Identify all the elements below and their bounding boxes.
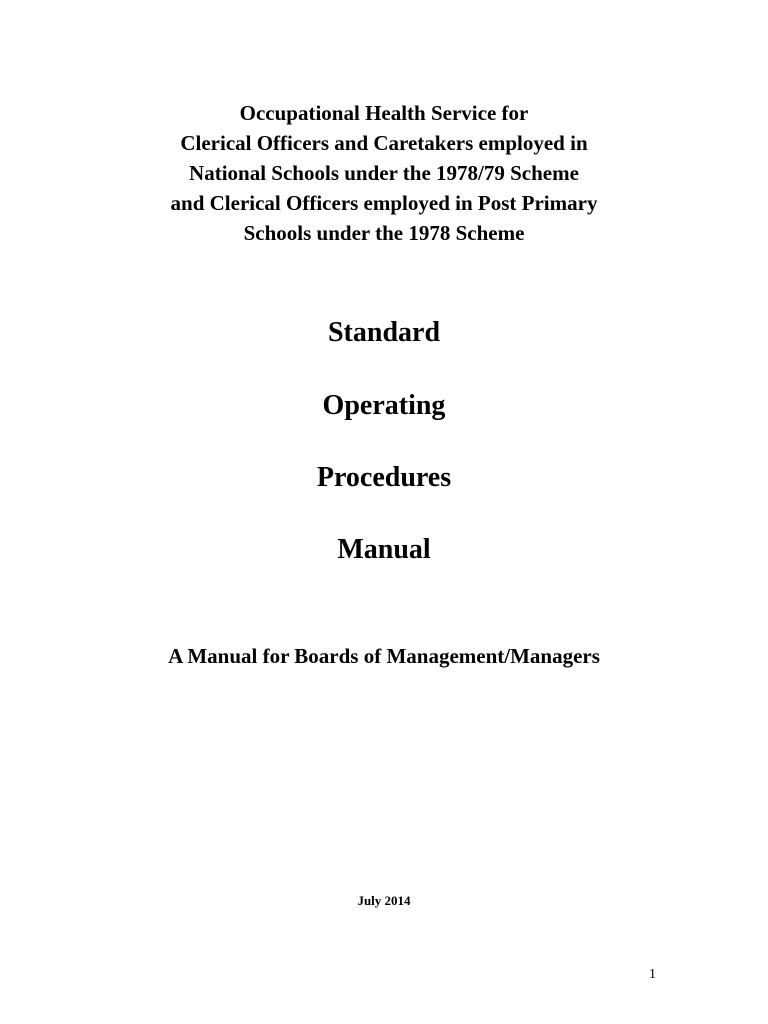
document-subtitle: A Manual for Boards of Management/Managers (168, 644, 600, 668)
title-word-manual: Manual (337, 534, 431, 565)
page-number: 1 (649, 967, 656, 982)
document-date: July 2014 (357, 893, 411, 908)
title-word-procedures: Procedures (316, 462, 452, 493)
header-line: Occupational Health Service for (239, 101, 529, 125)
title-word-operating: Operating (322, 390, 446, 421)
header-line: and Clerical Officers employed in Post Primary (170, 191, 598, 215)
document-header (0, 98, 768, 248)
title-word-standard: Standard (327, 317, 441, 348)
header-line: Clerical Officers and Caretakers employed in (180, 131, 588, 155)
header-line: National Schools under the 1978/79 Scheme (189, 161, 579, 185)
header-line: Schools under the 1978 Scheme (243, 221, 525, 245)
